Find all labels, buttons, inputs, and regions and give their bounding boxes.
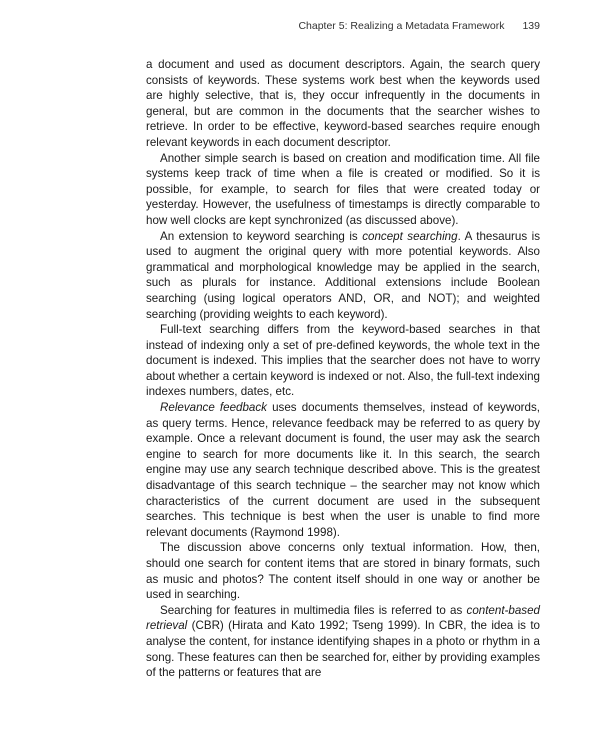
term-concept-searching: concept searching: [362, 229, 458, 243]
running-title: Chapter 5: Realizing a Metadata Framework: [298, 20, 505, 32]
page-number: 139: [522, 20, 540, 32]
paragraph-content-based-retrieval: Searching for features in multimedia files is referred to as content-based retrieval (CBR) (Hirata and Kato 1992; Tseng 1999). In CBR, the idea is to analyse the content, for instance identifying shapes in a photo or rhythm in a song. These features can then be searched for, either by providing examples of the patterns or features that are: [146, 603, 540, 680]
running-head: [146, 20, 540, 32]
term-relevance-feedback: Relevance feedback: [160, 401, 267, 415]
paragraph-binary-content: The discussion above concerns only textual information. How, then, should one search for content items that are stored in binary formats, such as music and photos? The content itself should in one way or another be used in searching.: [146, 541, 540, 602]
term-content-based-retrieval: content-based retrieval: [146, 603, 540, 633]
body-text: [146, 57, 540, 681]
paragraph-concept-searching: An extension to keyword searching is concept searching. A thesaurus is used to augment the original query with more potential keywords. Also grammatical and morphological knowledge may be applied in the search, such as plurals for instance. Additional extensions include Boolean searching (using logical operators AND, OR, and NOT); and weighted searching (providing weights to each keyword).: [146, 229, 540, 321]
paragraph-keyword-descriptors: a document and used as document descriptors. Again, the search query consists of keywords. These systems work best when the keywords used are highly selective, that is, they occur infrequently in the documents in general, but are common in the documents that the searcher wishes to retrieve. In order to be effective, keyword-based searches require enough relevant keywords in each document descriptor.: [146, 58, 540, 149]
paragraph-timestamp-search: Another simple search is based on creation and modification time. All file systems keep track of time when a file is created or modified. So it is possible, for example, to search for files that were created today or yesterday. However, the usefulness of timestamps is directly comparable to how well clocks are kept synchronized (as discussed above).: [146, 151, 540, 227]
paragraph-full-text-searching: Full-text searching differs from the keyword-based searches in that instead of indexing only a set of pre-defined keywords, the whole text in the document is indexed. This implies that the searcher does not have to worry about whether a certain keyword is indexed or not. Also, the full-text indexing indexes numbers, dates, etc.: [146, 323, 540, 399]
paragraph-relevance-feedback: Relevance feedback uses documents themselves, instead of keywords, as query terms. Hence, relevance feedback may be referred to as query by example. Once a relevant document is found, the user may ask the search engine to search for more documents like it. In this search, the search engine may use any search technique described above. This is the greatest disadvantage of this search technique – the searcher may not know which characteristics of the current document are used in the subsequent searches. This technique is best when the user is unable to find more relevant documents (Raymond 1998).: [146, 401, 540, 539]
